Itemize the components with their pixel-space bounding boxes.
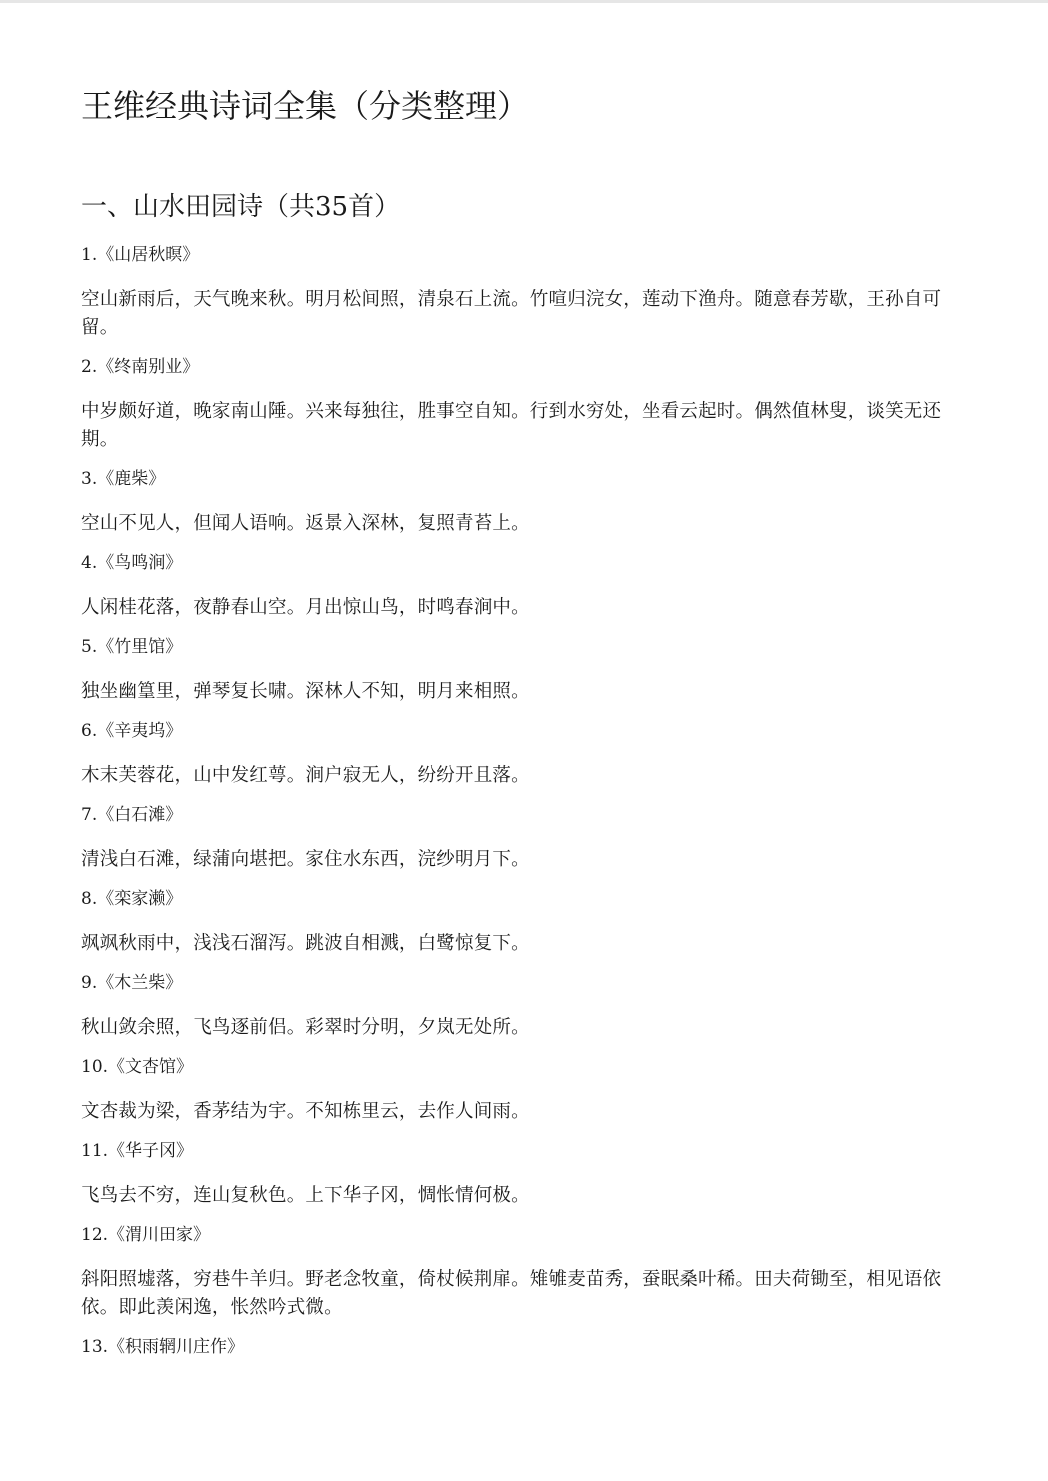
poem-entry <box>81 240 961 342</box>
poem-entry <box>81 1052 961 1126</box>
poem-title: 8.《栾家濑》 <box>81 889 183 909</box>
poem-body: 秋山敛余照，飞鸟逐前侣。彩翠时分明，夕岚无处所。 <box>81 1017 530 1038</box>
section-heading: 一、山水田园诗（共35首） <box>81 192 401 222</box>
poem-body: 木末芙蓉花，山中发红萼。涧户寂无人，纷纷开且落。 <box>81 765 530 786</box>
poem-title: 6.《辛夷坞》 <box>81 721 183 741</box>
poem-title: 2.《终南别业》 <box>81 357 200 377</box>
page-top-border <box>0 0 1048 3</box>
poem-body: 空山不见人，但闻人语响。返景入深林，复照青苔上。 <box>81 513 530 534</box>
poem-entry <box>81 548 961 622</box>
poem-entry <box>81 464 961 538</box>
poem-body: 人闲桂花落，夜静春山空。月出惊山鸟，时鸣春涧中。 <box>81 597 530 618</box>
poem-entry <box>81 1136 961 1210</box>
poem-body: 中岁颇好道，晚家南山陲。兴来每独往，胜事空自知。行到水穷处，坐看云起时。偶然值林叟，谈笑无还期。 <box>81 401 942 450</box>
poem-title: 4.《鸟鸣涧》 <box>81 553 183 573</box>
poem-title: 3.《鹿柴》 <box>81 469 166 489</box>
poem-body: 飒飒秋雨中，浅浅石溜泻。跳波自相溅，白鹭惊复下。 <box>81 933 530 954</box>
poem-title: 9.《木兰柴》 <box>81 973 183 993</box>
poem-entry <box>81 716 961 790</box>
poem-title: 7.《白石滩》 <box>81 805 183 825</box>
poem-entry <box>81 632 961 706</box>
poem-title: 13.《积雨辋川庄作》 <box>81 1337 245 1357</box>
poem-entry <box>81 968 961 1042</box>
poem-body: 斜阳照墟落，穷巷牛羊归。野老念牧童，倚杖候荆扉。雉雊麦苗秀，蚕眠桑叶稀。田夫荷锄至，相见语依依。即此羡闲逸，怅然吟式微。 <box>81 1269 942 1318</box>
poem-title: 12.《渭川田家》 <box>81 1225 211 1245</box>
poem-body: 飞鸟去不穷，连山复秋色。上下华子冈，惆怅情何极。 <box>81 1185 530 1206</box>
poem-list <box>81 240 961 1362</box>
poem-entry <box>81 352 961 454</box>
poem-body: 清浅白石滩，绿蒲向堪把。家住水东西，浣纱明月下。 <box>81 849 530 870</box>
poem-title: 5.《竹里馆》 <box>81 637 183 657</box>
poem-entry <box>81 1332 961 1362</box>
poem-entry <box>81 800 961 874</box>
poem-body: 空山新雨后，天气晚来秋。明月松间照，清泉石上流。竹喧归浣女，莲动下渔舟。随意春芳歇，王孙自可留。 <box>81 289 942 338</box>
document-title: 王维经典诗词全集（分类整理） <box>81 87 530 125</box>
poem-title: 10.《文杏馆》 <box>81 1057 194 1077</box>
poem-entry <box>81 884 961 958</box>
poem-body: 文杏裁为梁，香茅结为宇。不知栋里云，去作人间雨。 <box>81 1101 530 1122</box>
poem-title: 1.《山居秋暝》 <box>81 245 200 265</box>
poem-title: 11.《华子冈》 <box>81 1141 194 1161</box>
poem-entry <box>81 1220 961 1322</box>
poem-body: 独坐幽篁里，弹琴复长啸。深林人不知，明月来相照。 <box>81 681 530 702</box>
